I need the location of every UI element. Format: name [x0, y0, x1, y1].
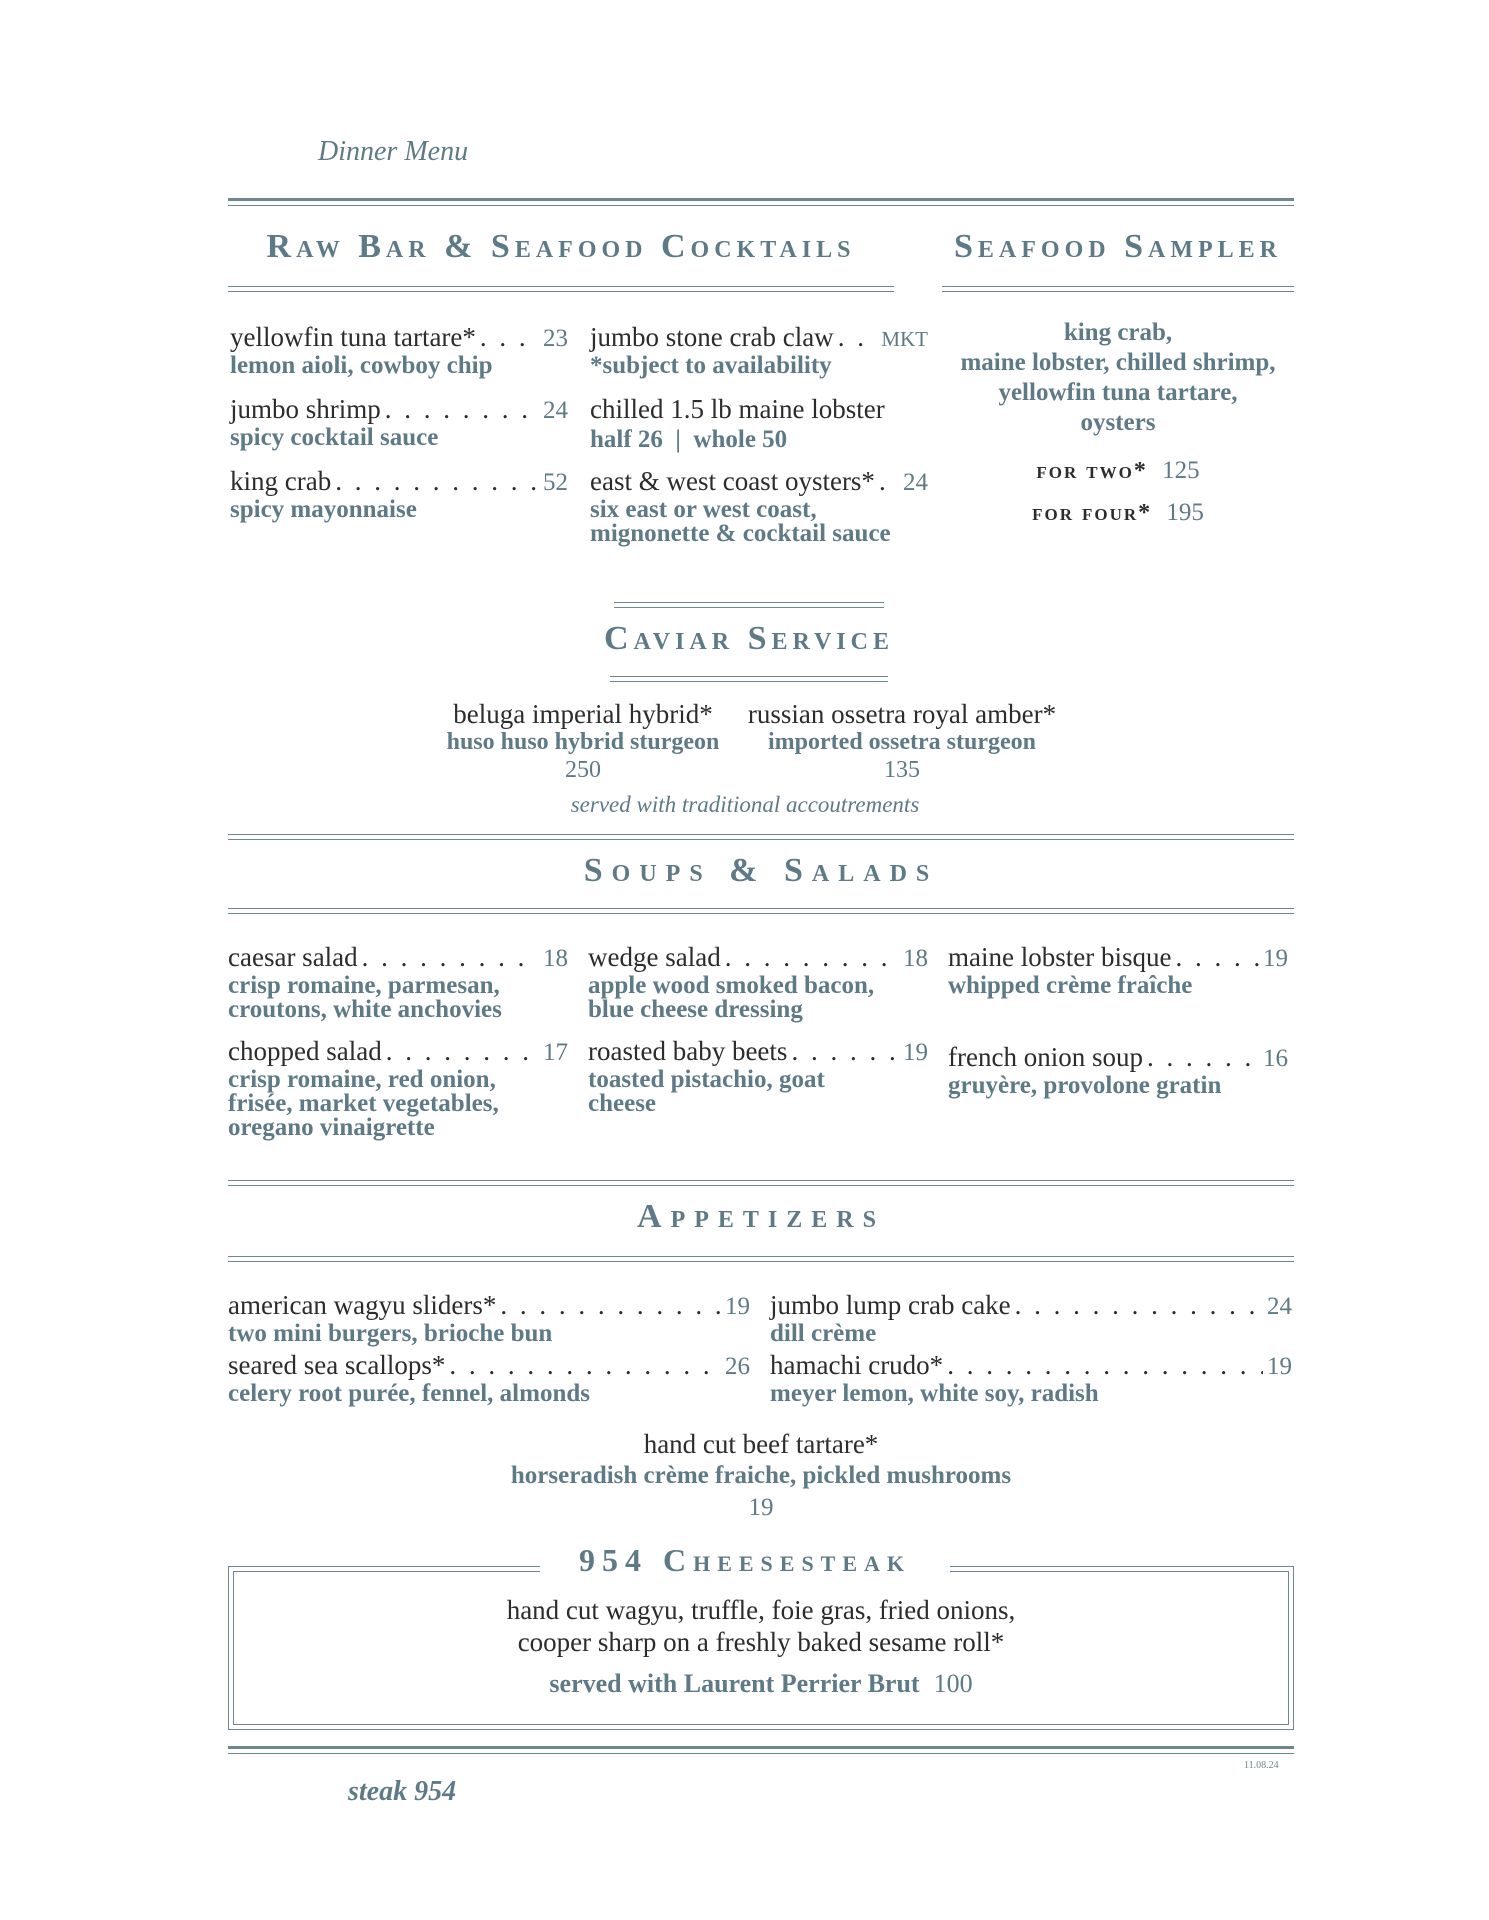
apps-rule-bottom-2: [228, 1261, 1294, 1262]
sampler-four-price: 195: [1166, 499, 1204, 526]
leader-dots: [791, 1036, 899, 1066]
item-desc: celery root purée, fennel, almonds: [228, 1380, 590, 1407]
raw-bar-heading: Raw Bar & Seafood Cocktails: [266, 228, 856, 265]
leader-dots: [500, 1290, 721, 1320]
item-name: hamachi crudo*: [770, 1350, 944, 1380]
raw-bar-rule: [228, 286, 894, 287]
top-rule: [228, 198, 1294, 201]
item-name: wedge salad: [588, 942, 721, 972]
item-desc: six east or west coast,: [590, 496, 817, 523]
menu-item: [228, 1350, 750, 1406]
caviar-heading: Caviar Service: [603, 620, 895, 657]
sampler-two-price: 125: [1162, 457, 1200, 484]
item-desc: crisp romaine, parmesan,: [228, 972, 500, 999]
sampler-heading: Seafood Sampler: [954, 228, 1282, 265]
leader-dots: [449, 1350, 721, 1380]
item-desc: half 26 | whole 50: [590, 426, 788, 453]
item-name: french onion soup: [948, 1042, 1143, 1072]
apps-rule-top-2: [228, 1185, 1294, 1186]
leader-dots: [1175, 942, 1259, 972]
item-desc: apple wood smoked bacon,: [588, 972, 875, 999]
leader-dots: [1015, 1290, 1263, 1320]
menu-title: Dinner Menu: [318, 136, 469, 167]
leader-dots: [879, 466, 899, 496]
item-price: 16: [1263, 1045, 1288, 1072]
caviar-rule-top: [614, 602, 884, 603]
item-price: 18: [903, 945, 928, 972]
caviar-desc: huso huso hybrid sturgeon: [446, 729, 720, 755]
item-price: 26: [725, 1353, 750, 1380]
sampler-two-label: for two*: [1036, 458, 1148, 484]
item-desc: crisp romaine, red onion,: [228, 1066, 496, 1093]
caviar-desc: imported ossetra sturgeon: [768, 729, 1036, 755]
menu-item: [230, 322, 568, 378]
sampler-line: maine lobster, chilled shrimp,: [960, 349, 1276, 376]
menu-item: [770, 1350, 1292, 1406]
appetizers-heading: Appetizers: [637, 1198, 885, 1235]
feature-desc: horseradish crème fraiche, pickled mushrooms: [510, 1462, 1012, 1489]
leader-dots: [1147, 1042, 1259, 1072]
item-name: jumbo lump crab cake: [770, 1290, 1011, 1320]
item-name: american wagyu sliders*: [228, 1290, 497, 1320]
cheesesteak-line: cooper sharp on a freshly baked sesame roll*: [517, 1627, 1005, 1657]
item-desc: croutons, white anchovies: [228, 996, 502, 1023]
footer-logo: steak 954: [348, 1776, 457, 1807]
cheesesteak-body: [228, 1594, 1294, 1704]
sampler-line: oysters: [1080, 409, 1156, 436]
item-desc: whipped crème fraîche: [948, 972, 1193, 999]
menu-item: [948, 942, 1288, 998]
item-desc: toasted pistachio, goat: [588, 1066, 825, 1093]
item-desc: cheese: [588, 1090, 657, 1117]
caviar-rule-bottom: [610, 676, 888, 677]
soups-rule-bottom: [228, 908, 1294, 909]
sampler-for-two: [942, 456, 1294, 486]
menu-item: [228, 1290, 750, 1346]
caviar-item: [744, 700, 1060, 784]
item-price: 23: [543, 325, 568, 352]
item-name: jumbo stone crab claw: [590, 322, 834, 352]
caviar-price: 135: [884, 757, 920, 783]
cheesesteak-line: hand cut wagyu, truffle, foie gras, fried onions,: [506, 1595, 1016, 1625]
item-desc: lemon aioli, cowboy chip: [230, 352, 493, 379]
caviar-name: beluga imperial hybrid*: [453, 699, 713, 729]
menu-item: [590, 394, 928, 452]
item-name: king crab: [230, 466, 332, 496]
bottom-rule: [228, 1746, 1294, 1749]
item-price: MKT: [881, 327, 928, 351]
item-name: roasted baby beets: [588, 1036, 788, 1066]
caviar-price: 250: [565, 757, 601, 783]
soups-rule-bottom-2: [228, 913, 1294, 914]
caviar-rule-bottom-2: [610, 681, 888, 682]
item-name: chopped salad: [228, 1036, 382, 1066]
menu-item: [770, 1290, 1292, 1346]
menu-item: [948, 1042, 1288, 1098]
bottom-rule-thin: [228, 1753, 1294, 1754]
sampler-for-four: [942, 498, 1294, 528]
item-name: caesar salad: [228, 942, 358, 972]
item-desc: two mini burgers, brioche bun: [228, 1320, 553, 1347]
cheesesteak-served: served with Laurent Perrier Brut: [549, 1669, 920, 1698]
item-price: 19: [1267, 1353, 1292, 1380]
menu-item: [230, 394, 568, 450]
leader-dots: [947, 1350, 1263, 1380]
item-desc: gruyère, provolone gratin: [948, 1072, 1222, 1099]
menu-item: [588, 942, 928, 1022]
leader-dots: [838, 322, 878, 352]
caviar-note: served with traditional accoutrements: [570, 792, 920, 817]
leader-dots: [386, 1036, 539, 1066]
cheesesteak-heading-wrap: [540, 1542, 950, 1579]
cheesesteak-served-row: [228, 1668, 1294, 1704]
item-desc: mignonette & cocktail sauce: [590, 520, 891, 547]
leader-dots: [362, 942, 539, 972]
item-price: 19: [725, 1293, 750, 1320]
item-desc: meyer lemon, white soy, radish: [770, 1380, 1099, 1407]
caviar-item: [430, 700, 736, 784]
apps-rule-top: [228, 1180, 1294, 1181]
item-desc: spicy mayonnaise: [230, 496, 417, 523]
leader-dots: [385, 394, 539, 424]
sampler-line: king crab,: [1063, 319, 1173, 346]
item-name: seared sea scallops*: [228, 1350, 446, 1380]
sampler-rule-2: [942, 291, 1294, 292]
item-price: 24: [903, 469, 928, 496]
item-name: chilled 1.5 lb maine lobster: [590, 394, 885, 424]
caviar-rule-top-2: [614, 607, 884, 608]
item-price: 24: [1267, 1293, 1292, 1320]
item-desc: frisée, market vegetables,: [228, 1090, 499, 1117]
item-desc: oregano vinaigrette: [228, 1114, 435, 1141]
item-price: 18: [543, 945, 568, 972]
menu-item: [228, 1036, 568, 1140]
item-name: yellowfin tuna tartare*: [230, 322, 476, 352]
soups-heading: Soups & Salads: [583, 852, 939, 889]
item-name: jumbo shrimp: [230, 394, 381, 424]
feature-name: hand cut beef tartare*: [643, 1429, 879, 1459]
item-desc: dill crème: [770, 1320, 877, 1347]
cheesesteak-price: 100: [933, 1669, 973, 1698]
sampler-line: yellowfin tuna tartare,: [998, 379, 1238, 406]
leader-dots: [480, 322, 539, 352]
feature-price: 19: [748, 1494, 774, 1521]
menu-item: [590, 322, 928, 378]
leader-dots: [335, 466, 539, 496]
cheesesteak-heading: 954 Cheesesteak: [578, 1542, 912, 1578]
item-desc: *subject to availability: [590, 352, 832, 379]
menu-item: [588, 1036, 928, 1116]
footer-date: 11.08.24: [1244, 1760, 1279, 1771]
apps-rule-bottom: [228, 1256, 1294, 1257]
feature-item: [228, 1428, 1294, 1524]
leader-dots: [725, 942, 899, 972]
menu-item: [228, 942, 568, 1022]
soups-rule-top: [228, 834, 1294, 835]
sampler-body: [942, 318, 1294, 528]
raw-bar-rule-2: [228, 291, 894, 292]
item-price: 19: [903, 1039, 928, 1066]
item-price: 17: [543, 1039, 568, 1066]
menu-item: [230, 466, 568, 522]
soups-rule-top-2: [228, 839, 1294, 840]
sampler-rule: [942, 286, 1294, 287]
item-name: east & west coast oysters*: [590, 466, 875, 496]
item-desc: blue cheese dressing: [588, 996, 803, 1023]
item-name: maine lobster bisque: [948, 942, 1172, 972]
item-price: 19: [1263, 945, 1288, 972]
caviar-name: russian ossetra royal amber*: [747, 699, 1057, 729]
item-desc: spicy cocktail sauce: [230, 424, 439, 451]
item-price: 52: [543, 469, 568, 496]
item-price: 24: [543, 397, 568, 424]
top-rule-thin: [228, 205, 1294, 206]
sampler-four-label: for four*: [1032, 500, 1153, 526]
menu-item: [590, 466, 928, 546]
